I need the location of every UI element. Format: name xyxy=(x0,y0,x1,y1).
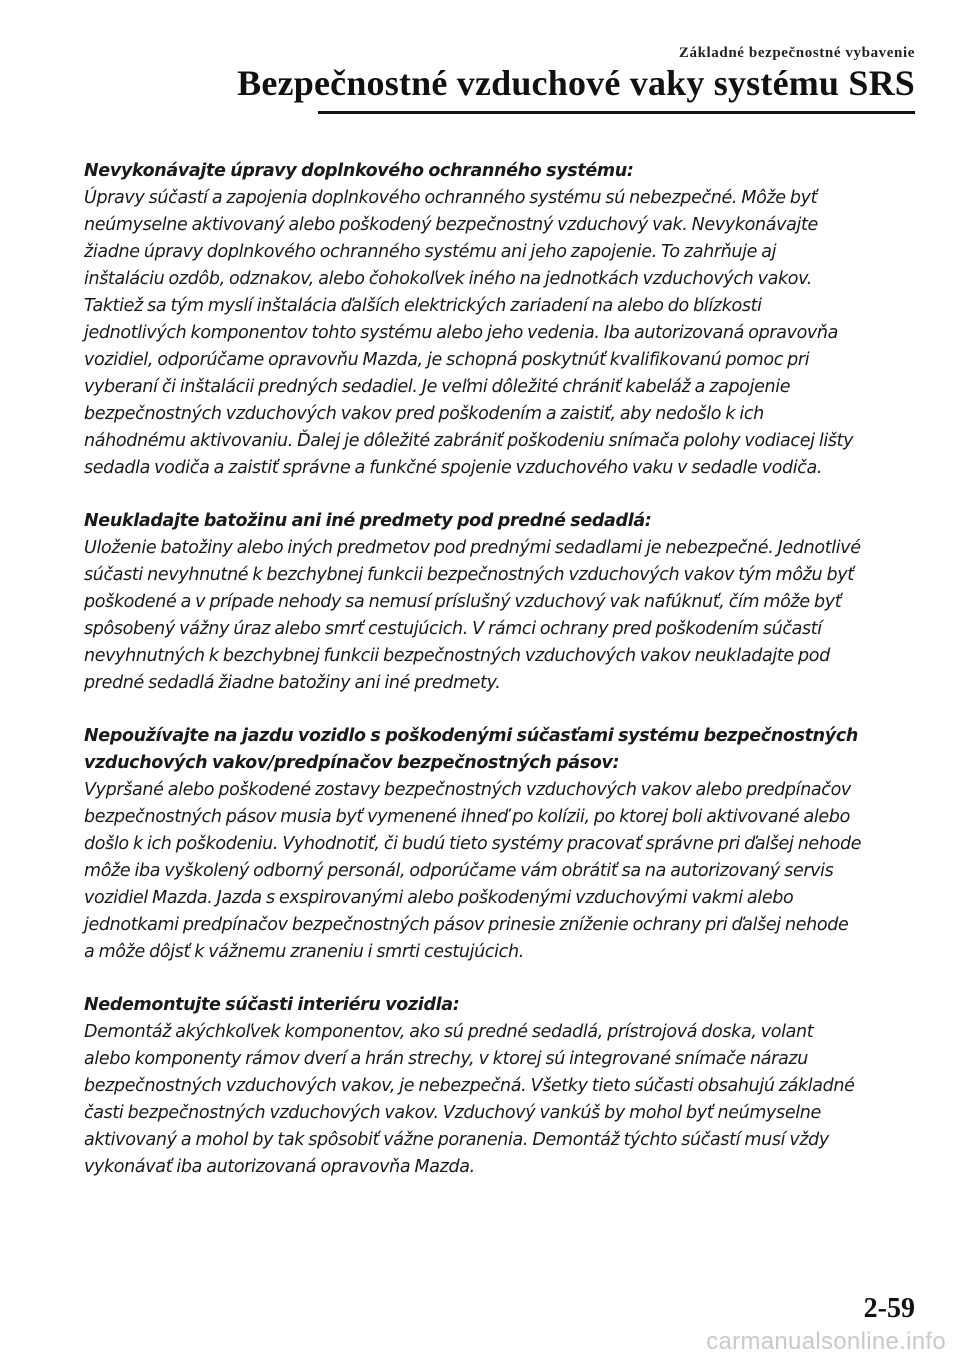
body-line: vozidiel Mazda. Jazda s exspirovanými alebo poškodenými vzduchovými vakmi alebo xyxy=(84,888,794,908)
body-line: bezpečnostných vzduchových vakov pred poškodením a zaistiť, aby nedošlo k ich xyxy=(84,404,764,424)
body-line: bezpečnostných vzduchových vakov, je nebezpečná. Všetky tieto súčasti obsahujú základné xyxy=(84,1076,855,1096)
section-heading xyxy=(84,508,924,535)
heading-line: Nedemontujte súčasti interiéru vozidla: xyxy=(84,995,460,1015)
page-number: 2-59 xyxy=(863,1293,915,1324)
warning-section-modifications xyxy=(84,158,924,482)
page-title: Bezpečnostné vzduchové vaky systému SRS xyxy=(237,63,915,103)
body-line: došlo k ich poškodeniu. Vyhodnotiť, či budú tieto systémy pracovať správne pri ďalšej nehode xyxy=(84,834,862,854)
heading-line: Neukladajte batožinu ani iné predmety pod predné sedadlá: xyxy=(84,511,652,531)
body-line: aktivovaný a mohol by tak spôsobiť vážne poranenia. Demontáž týchto súčastí musí vždy xyxy=(84,1130,829,1150)
body-line: spôsobený vážny úraz alebo smrť cestujúcich. V rámci ochrany pred poškodením súčastí xyxy=(84,619,822,639)
warning-section-interior xyxy=(84,992,924,1181)
body-line: vykonávať iba autorizovaná opravovňa Mazda. xyxy=(84,1157,475,1177)
page-content xyxy=(84,158,924,1207)
body-line: poškodené a v prípade nehody sa nemusí príslušný vzduchový vak nafúknuť, čím môže byť xyxy=(84,592,842,612)
body-line: Vypršané alebo poškodené zostavy bezpečnostných vzduchových vakov alebo predpínačov xyxy=(84,780,851,800)
body-line: Uloženie batožiny alebo iných predmetov pod prednými sedadlami je nebezpečné. Jednotlivé xyxy=(84,538,861,558)
body-line: žiadne úpravy doplnkového ochranného systému ani jeho zapojenie. To zahrňuje aj xyxy=(84,242,777,262)
section-heading xyxy=(84,723,924,777)
body-line: inštaláciu ozdôb, odznakov, alebo čohokoľvek iného na jednotkách vzduchových vakov. xyxy=(84,269,812,289)
body-line: Taktiež sa tým myslí inštalácia ďalších elektrických zariadení na alebo do blízkosti xyxy=(84,296,762,316)
body-line: predné sedadlá žiadne batožiny ani iné predmety. xyxy=(84,673,501,693)
heading-line: Nevykonávajte úpravy doplnkového ochranného systému: xyxy=(84,161,634,181)
watermark: carmanualsonline.info xyxy=(706,1328,946,1355)
chapter-subtitle: Základné bezpečnostné vybavenie xyxy=(678,45,915,61)
body-line: Demontáž akýchkoľvek komponentov, ako sú predné sedadlá, prístrojová doska, volant xyxy=(84,1022,814,1042)
body-line: jednotlivých komponentov tohto systému alebo jeho vedenia. Iba autorizovaná opravovňa xyxy=(84,323,839,343)
section-body xyxy=(84,535,924,697)
body-line: Úpravy súčastí a zapojenia doplnkového ochranného systému sú nebezpečné. Môže byť xyxy=(84,188,818,208)
body-line: bezpečnostných pásov musia byť vymenené ihneď po kolízii, po ktorej boli aktivované alebo xyxy=(84,807,850,827)
warning-section-damaged-components xyxy=(84,723,924,966)
body-line: sedadla vodiča a zaistiť správne a funkčné spojenie vzduchového vaku v sedadle vodiča. xyxy=(84,458,823,478)
body-line: vozidiel, odporúčame opravovňu Mazda, je schopná poskytnúť kvalifikovanú pomoc pri xyxy=(84,350,810,370)
heading-line: vzduchových vakov/predpínačov bezpečnostných pásov: xyxy=(84,753,620,773)
section-heading xyxy=(84,992,924,1019)
section-body xyxy=(84,777,924,966)
body-line: náhodnému aktivovaniu. Ďalej je dôležité zabrániť poškodeniu snímača polohy vodiacej lišty xyxy=(84,431,854,451)
body-line: a môže dôjsť k vážnemu zraneniu i smrti cestujúcich. xyxy=(84,942,524,962)
warning-section-luggage xyxy=(84,508,924,697)
body-line: neúmyselne aktivovaný alebo poškodený bezpečnostný vzduchový vak. Nevykonávajte xyxy=(84,215,818,235)
body-line: jednotkami predpínačov bezpečnostných pásov prinesie zníženie ochrany pri ďalšej nehode xyxy=(84,915,849,935)
body-line: môže iba vyškolený odborný personál, odporúčame vám obrátiť sa na autorizovaný servis xyxy=(84,861,834,881)
body-line: vyberaní či inštalácii predných sedadiel. Je veľmi dôležité chrániť kabeláž a zapojenie xyxy=(84,377,791,397)
heading-line: Nepoužívajte na jazdu vozidlo s poškodenými súčasťami systému bezpečnostných xyxy=(84,726,858,746)
section-body xyxy=(84,1019,924,1181)
body-line: alebo komponenty rámov dverí a hrán strechy, v ktorej sú integrované snímače nárazu xyxy=(84,1049,808,1069)
section-heading xyxy=(84,158,924,185)
body-line: súčasti nevyhnutné k bezchybnej funkcii bezpečnostných vzduchových vakov tým môžu byť xyxy=(84,565,854,585)
header-divider xyxy=(318,111,915,114)
body-line: časti bezpečnostných vzduchových vakov. Vzduchový vankúš by mohol byť neúmyselne xyxy=(84,1103,821,1123)
section-body xyxy=(84,185,924,482)
body-line: nevyhnutných k bezchybnej funkcii bezpečnostných vzduchových vakov neukladajte pod xyxy=(84,646,830,666)
